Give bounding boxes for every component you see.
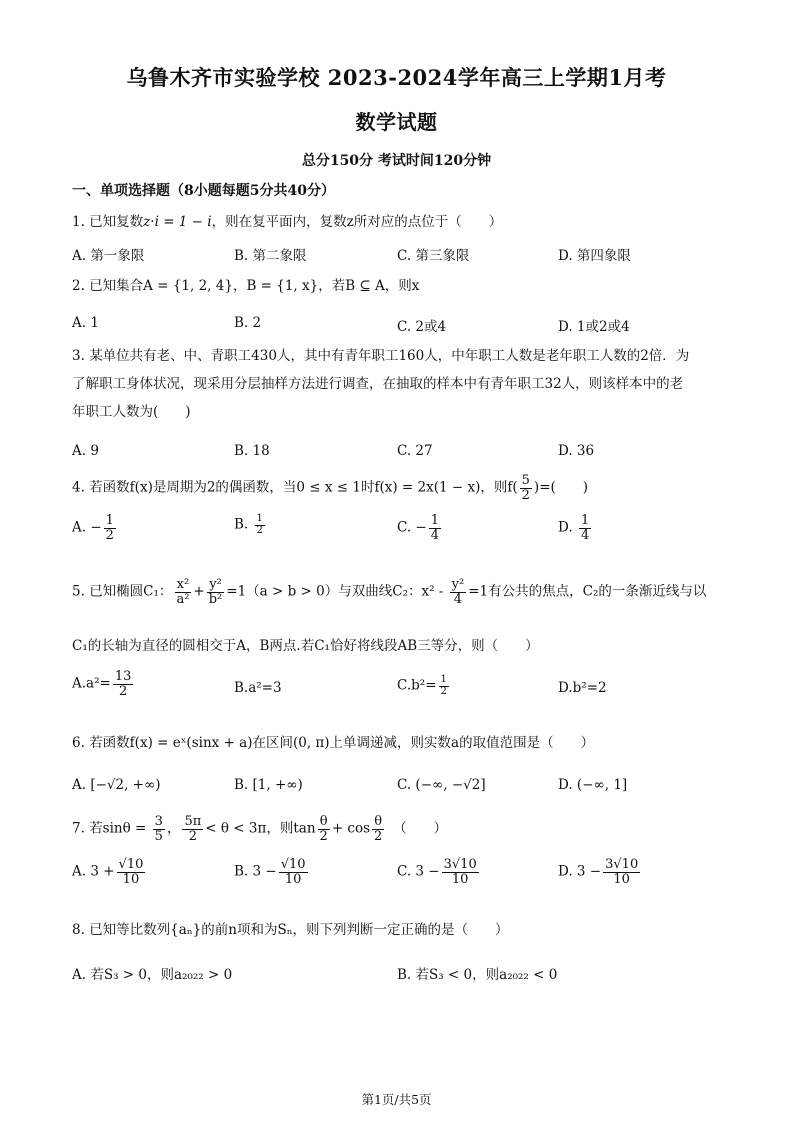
q6-option-c[interactable]: C. (−∞, −√2]	[397, 777, 486, 793]
q7-option-d[interactable]: D. 3 − $\frac{3√10}{10}$	[558, 857, 639, 887]
q3-option-c[interactable]: C. 27	[397, 443, 433, 459]
q4-fraction: $\frac{5}{2}$	[521, 473, 530, 503]
q8-option-b[interactable]: B. 若S₃ < 0，则a₂₀₂₂ < 0	[397, 967, 558, 983]
section-heading: 一、单项选择题（8小题每题5分共40分）	[72, 183, 335, 199]
exam-subject: 数学试题	[355, 110, 438, 134]
question-5-line-2: C₁的长轴为直径的圆相交于A，B两点.若C₁恰好将线段AB三等分，则（ ）	[72, 638, 539, 654]
q7-option-c[interactable]: C. 3 − $\frac{3√10}{10}$	[397, 857, 477, 887]
q7-option-a[interactable]: A. 3 + $\frac{√10}{10}$	[72, 857, 144, 887]
q6-option-d[interactable]: D. (−∞, 1]	[558, 777, 628, 793]
q6-option-b[interactable]: B. [1, +∞)	[234, 777, 303, 793]
question-2: 2. 已知集合A = {1, 2, 4}，B = {1, x}，若B ⊆ A，则x	[72, 278, 420, 294]
q2-option-a[interactable]: A. 1	[72, 315, 99, 331]
q4-option-b[interactable]: B. $\frac{1}{2}$	[234, 513, 263, 536]
q3-option-b[interactable]: B. 18	[234, 443, 270, 459]
q3-option-d[interactable]: D. 36	[558, 443, 595, 459]
question-8: 8. 已知等比数列{aₙ}的前n项和为Sₙ，则下列判断一定正确的是（ ）	[72, 922, 509, 938]
q1-option-a[interactable]: A. 第一象限	[72, 248, 145, 264]
q1-option-c[interactable]: C. 第三象限	[397, 248, 470, 264]
exam-meta: 总分150分 考试时间120分钟	[301, 153, 492, 169]
q7-option-b[interactable]: B. 3 − $\frac{√10}{10}$	[234, 857, 306, 887]
q4-option-a[interactable]: A. − $\frac{1}{2}$	[72, 513, 114, 543]
q5-option-d[interactable]: D.b²=2	[558, 680, 607, 696]
page-footer: 第1页/共5页	[361, 1092, 432, 1107]
q5-option-c[interactable]: C.b²= $\frac{1}{2}$	[397, 674, 447, 697]
q5-option-b[interactable]: B.a²=3	[234, 680, 282, 696]
question-6: 6. 若函数f(x) = eˣ(sinx + a)在区间(0, π)上单调递减，则实数a的取值范围是（ ）	[72, 735, 595, 751]
q1-option-d[interactable]: D. 第四象限	[558, 248, 631, 264]
q8-option-a[interactable]: A. 若S₃ > 0，则a₂₀₂₂ > 0	[72, 967, 233, 983]
question-5: 5. 已知椭圆C₁： $\frac{\text{x²}}{\text{a²}}$ + $\frac{\text{y²}}{\text{b²}}$ =1（a > b > 0）与双曲线C₂：x² - $\frac{\text{y²}}{4}$ =1有公共的焦点，C₂的一条渐近线与以	[72, 577, 707, 607]
question-3: 3. 某单位共有老、中、青职工430人，其中有青年职工160人，中年职工人数是老年职工人数的2倍．为 了解职工身体状况，现采用分层抽样方法进行调查，在抽取的样本中有青年职工32人，则该样本中的老 年职工人数为( )	[72, 348, 690, 420]
exam-title: 乌鲁木齐市实验学校 2023-2024学年高三上学期1月考	[126, 65, 667, 90]
question-7: 7. 若sinθ = $\frac{3}{5}$ ， $\frac{5\pi}{2}$ < θ < 3π，则tan $\frac{\theta}{2}$ + cos $\frac{\theta}{2}$ （ ）	[72, 814, 448, 844]
q4-option-d[interactable]: D. $\frac{1}{4}$	[558, 513, 590, 543]
q2-option-d[interactable]: D. 1或2或4	[558, 319, 630, 335]
q4-option-c[interactable]: C. − $\frac{1}{4}$	[397, 513, 440, 543]
q5-option-a[interactable]: A.a²= $\frac{13}{2}$	[72, 669, 132, 699]
question-4: 4. 若函数f(x)是周期为2的偶函数，当0 ≤ x ≤ 1时f(x) = 2x(1 − x)，则f( $\frac{5}{2}$ )=( )	[72, 473, 589, 503]
q1-option-b[interactable]: B. 第二象限	[234, 248, 307, 264]
q2-option-c[interactable]: C. 2或4	[397, 319, 447, 335]
q2-option-b[interactable]: B. 2	[234, 315, 262, 331]
q3-option-a[interactable]: A. 9	[72, 443, 99, 459]
question-1: 1. 已知复数z·i = 1 − i，则在复平面内，复数z所对应的点位于（ ）	[72, 214, 503, 230]
q6-option-a[interactable]: A. [−√2, +∞)	[72, 777, 161, 793]
